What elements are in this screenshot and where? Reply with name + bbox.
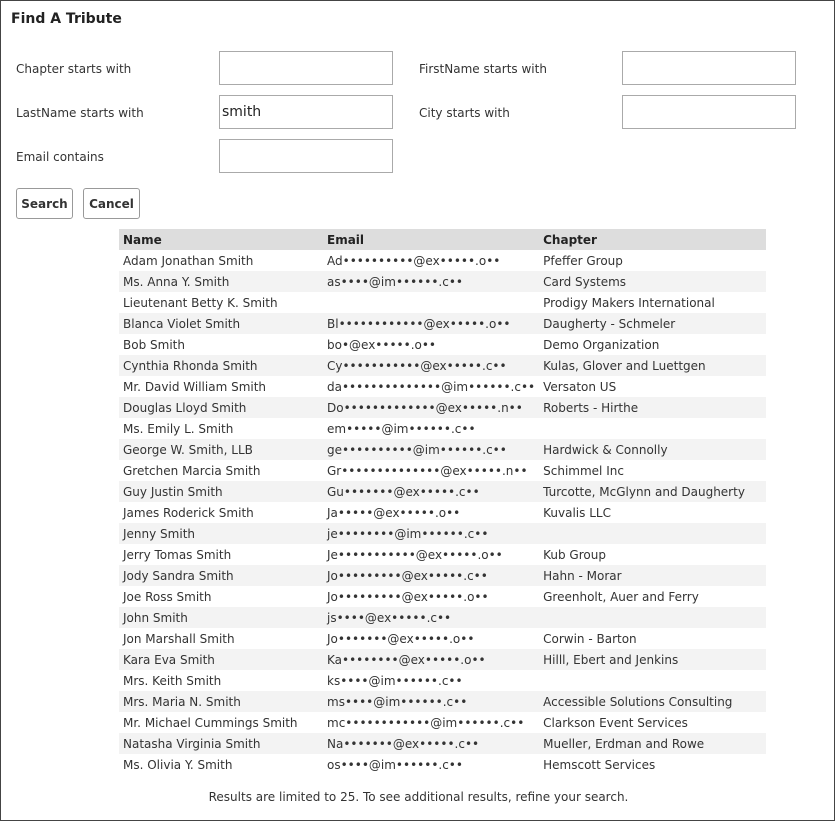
- cell-chapter: Mueller, Erdman and Rowe: [539, 733, 766, 754]
- table-row[interactable]: [119, 691, 766, 712]
- cell-email: Bl••••••••••••@ex•••••.o••: [323, 313, 539, 334]
- city-label: City starts with: [419, 106, 510, 120]
- page-title: Find A Tribute: [11, 11, 122, 27]
- cell-name: Jon Marshall Smith: [123, 631, 235, 646]
- cell-chapter: Prodigy Makers International: [543, 295, 715, 310]
- table-row[interactable]: [119, 670, 766, 691]
- cell-chapter: Demo Organization: [543, 337, 660, 352]
- cell-chapter: Kuvalis LLC: [543, 505, 611, 520]
- cell-email: Gu•••••••@ex•••••.c••: [323, 481, 539, 502]
- lastname-input[interactable]: [219, 95, 393, 129]
- cell-chapter: Versaton US: [543, 379, 617, 394]
- chapter-input[interactable]: [219, 51, 393, 85]
- table-row[interactable]: [119, 481, 766, 502]
- chapter-label: Chapter starts with: [16, 62, 132, 76]
- cell-name: Douglas Lloyd Smith: [119, 397, 323, 418]
- email-label: Email contains: [16, 150, 104, 164]
- cell-email: ge••••••••••@im••••••.c••: [323, 439, 539, 460]
- cell-name: Mr. Michael Cummings Smith: [123, 715, 298, 730]
- table-row[interactable]: [119, 754, 766, 775]
- cell-email: em•••••@im••••••.c••: [327, 421, 476, 436]
- cell-email: js••••@ex•••••.c••: [323, 607, 539, 628]
- table-row[interactable]: [119, 586, 766, 607]
- cell-chapter: [539, 418, 766, 439]
- cancel-button[interactable]: Cancel: [83, 188, 140, 219]
- header-chapter: Chapter: [539, 229, 766, 250]
- cell-name: Mr. David William Smith: [123, 379, 267, 394]
- cell-name: Ms. Olivia Y. Smith: [123, 757, 233, 772]
- cell-name: Cynthia Rhonda Smith: [119, 355, 323, 376]
- cell-name: Kara Eva Smith: [119, 649, 323, 670]
- results-limit-note: Results are limited to 25. To see additional results, refine your search.: [208, 790, 629, 804]
- cell-chapter: Kulas, Glover and Luettgen: [539, 355, 766, 376]
- cell-name: Mrs. Maria N. Smith: [119, 691, 323, 712]
- table-header: [119, 229, 766, 250]
- cell-email: Cy•••••••••••@ex•••••.c••: [323, 355, 539, 376]
- table-row[interactable]: [119, 565, 766, 586]
- table-row[interactable]: [119, 502, 766, 523]
- table-row[interactable]: [119, 460, 766, 481]
- cell-chapter: [539, 670, 766, 691]
- cell-chapter: [539, 607, 766, 628]
- cell-name: Natasha Virginia Smith: [119, 733, 323, 754]
- cell-email: ms••••@im••••••.c••: [323, 691, 539, 712]
- cell-email: Do•••••••••••••@ex•••••.n••: [323, 397, 539, 418]
- cell-name: Jody Sandra Smith: [119, 565, 323, 586]
- cell-email: ks••••@im••••••.c••: [327, 673, 463, 688]
- cell-name: Blanca Violet Smith: [119, 313, 323, 334]
- cell-email: Ka••••••••@ex•••••.o••: [323, 649, 539, 670]
- cell-name: Adam Jonathan Smith: [123, 253, 254, 268]
- table-row[interactable]: [119, 418, 766, 439]
- cell-name: Joe Ross Smith: [123, 589, 212, 604]
- cell-email: da••••••••••••••@im••••••.c••: [327, 379, 536, 394]
- cell-name: Gretchen Marcia Smith: [123, 463, 261, 478]
- cell-email: os••••@im••••••.c••: [327, 757, 463, 772]
- cell-email: Ja•••••@ex•••••.o••: [327, 505, 461, 520]
- table-row[interactable]: [119, 376, 766, 397]
- cell-email: Je•••••••••••@ex•••••.o••: [327, 547, 503, 562]
- header-email: Email: [323, 229, 539, 250]
- table-row[interactable]: [119, 628, 766, 649]
- cell-chapter: Kub Group: [543, 547, 606, 562]
- cell-chapter: Roberts - Hirthe: [539, 397, 766, 418]
- cell-chapter: Daugherty - Schmeler: [539, 313, 766, 334]
- table-row[interactable]: [119, 649, 766, 670]
- table-row[interactable]: [119, 544, 766, 565]
- cell-name: Bob Smith: [123, 337, 185, 352]
- cell-name: Jerry Tomas Smith: [123, 547, 232, 562]
- cell-email: Na•••••••@ex•••••.c••: [323, 733, 539, 754]
- cell-chapter: Clarkson Event Services: [543, 715, 688, 730]
- cell-name: Jenny Smith: [119, 523, 323, 544]
- cell-email: bo•@ex•••••.o••: [327, 337, 437, 352]
- table-row[interactable]: [119, 292, 766, 313]
- cell-chapter: Hardwick & Connolly: [539, 439, 766, 460]
- cell-email: Ad••••••••••@ex•••••.o••: [327, 253, 501, 268]
- city-input[interactable]: [622, 95, 796, 129]
- table-row[interactable]: [119, 355, 766, 376]
- cell-email: Jo•••••••••@ex•••••.o••: [327, 589, 489, 604]
- cell-email: [323, 292, 539, 313]
- cell-name: Mrs. Keith Smith: [123, 673, 222, 688]
- cell-name: George W. Smith, LLB: [119, 439, 323, 460]
- cell-chapter: Hahn - Morar: [539, 565, 766, 586]
- table-row[interactable]: [119, 607, 766, 628]
- table-row[interactable]: [119, 523, 766, 544]
- cell-name: Lieutenant Betty K. Smith: [123, 295, 278, 310]
- cell-name: James Roderick Smith: [123, 505, 254, 520]
- table-row[interactable]: [119, 250, 766, 271]
- cell-email: Gr••••••••••••••@ex•••••.n••: [327, 463, 528, 478]
- firstname-label: FirstName starts with: [419, 62, 547, 76]
- cell-chapter: Hemscott Services: [543, 757, 656, 772]
- table-row[interactable]: [119, 334, 766, 355]
- firstname-input[interactable]: [622, 51, 796, 85]
- header-name: Name: [119, 229, 323, 250]
- cell-chapter: Schimmel Inc: [543, 463, 624, 478]
- table-row[interactable]: [119, 733, 766, 754]
- cell-name: Guy Justin Smith: [119, 481, 323, 502]
- lastname-label: LastName starts with: [16, 106, 144, 120]
- search-button[interactable]: Search: [16, 188, 73, 219]
- cell-email: as••••@im••••••.c••: [323, 271, 539, 292]
- cell-email: Jo•••••••••@ex•••••.c••: [323, 565, 539, 586]
- cell-email: Jo•••••••@ex•••••.o••: [327, 631, 475, 646]
- cell-name: Ms. Anna Y. Smith: [119, 271, 323, 292]
- cell-chapter: Turcotte, McGlynn and Daugherty: [539, 481, 766, 502]
- results-table: [119, 229, 766, 775]
- table-row[interactable]: [119, 313, 766, 334]
- cell-name: Ms. Emily L. Smith: [123, 421, 234, 436]
- cell-chapter: Card Systems: [539, 271, 766, 292]
- email-input[interactable]: [219, 139, 393, 173]
- cell-chapter: Pfeffer Group: [543, 253, 623, 268]
- table-row[interactable]: [119, 397, 766, 418]
- table-row[interactable]: [119, 271, 766, 292]
- cell-name: John Smith: [119, 607, 323, 628]
- cell-chapter: Greenholt, Auer and Ferry: [543, 589, 699, 604]
- table-row[interactable]: [119, 712, 766, 733]
- cell-email: mc••••••••••••@im••••••.c••: [327, 715, 525, 730]
- cell-chapter: [539, 523, 766, 544]
- cell-chapter: Accessible Solutions Consulting: [539, 691, 766, 712]
- cell-chapter: Hilll, Ebert and Jenkins: [539, 649, 766, 670]
- cell-chapter: Corwin - Barton: [543, 631, 637, 646]
- cell-email: je••••••••@im••••••.c••: [323, 523, 539, 544]
- table-row[interactable]: [119, 439, 766, 460]
